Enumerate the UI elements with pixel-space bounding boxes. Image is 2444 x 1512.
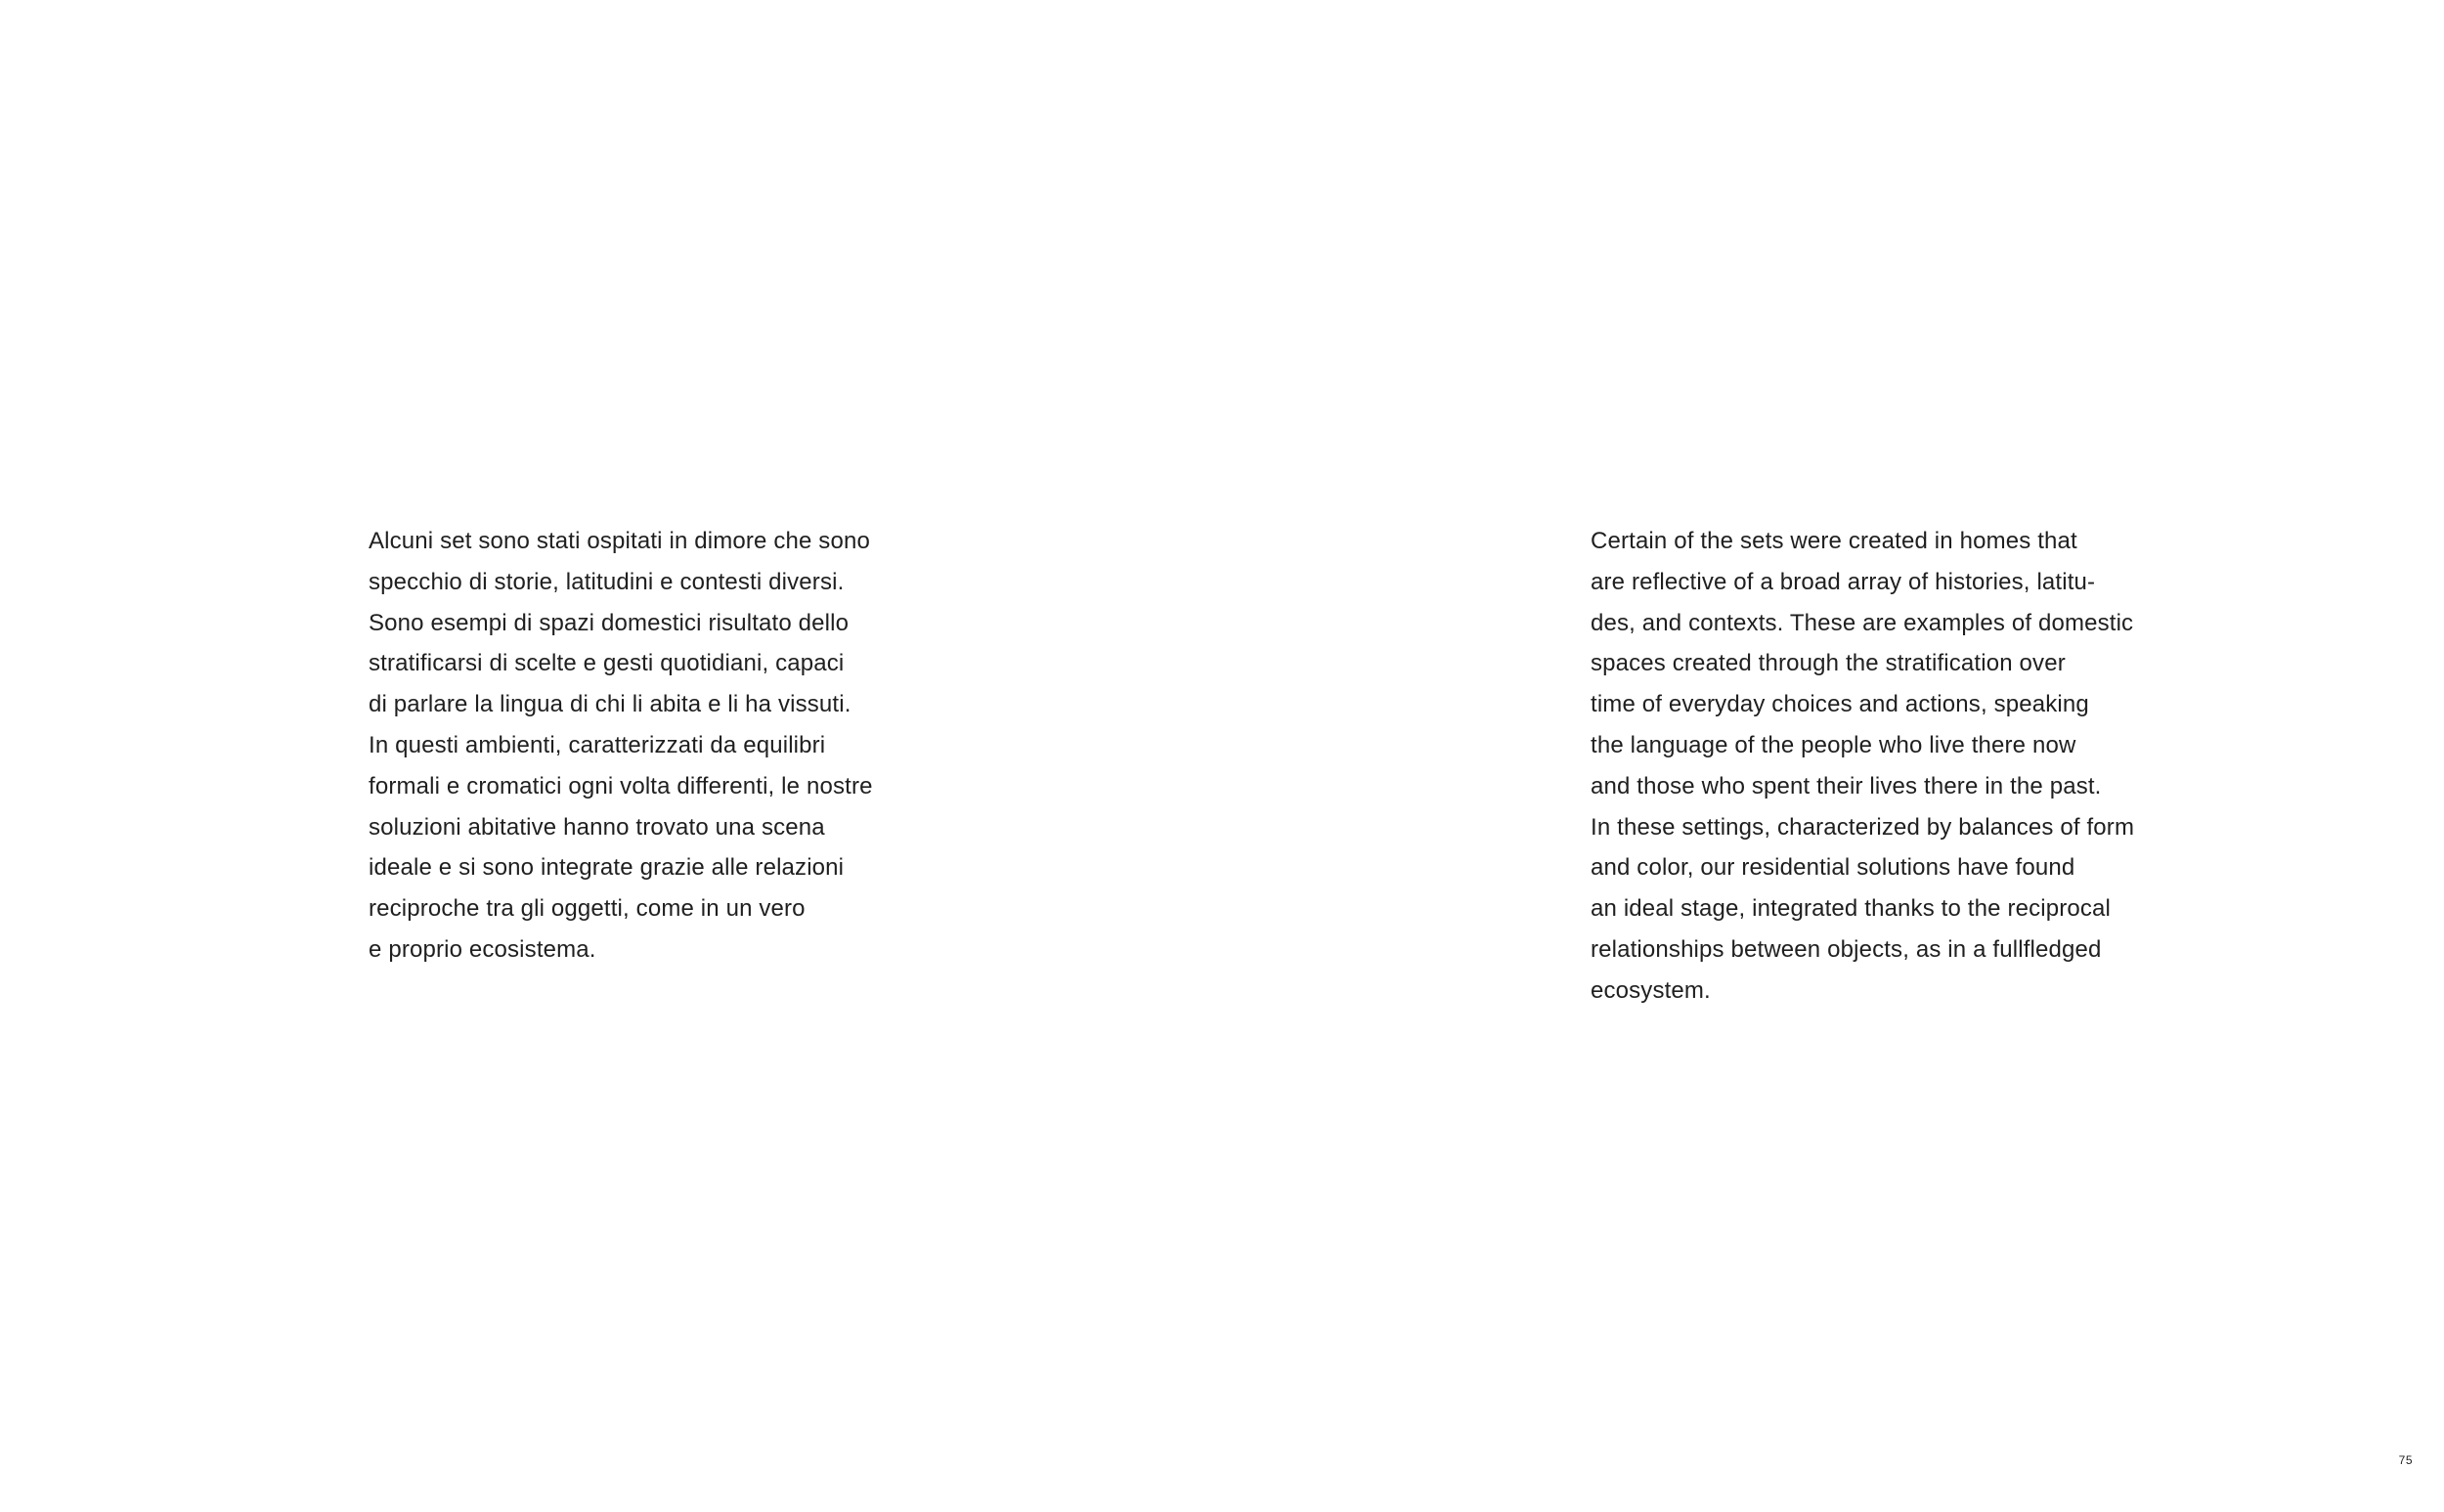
english-text-line: relationships between objects, as in a fullfledged (1591, 935, 2102, 963)
italian-text-line: In questi ambienti, caratterizzati da equilibri (369, 731, 826, 758)
english-text-block (1591, 521, 2177, 1012)
italian-text-line: Alcuni set sono stati ospitati in dimore che sono (369, 528, 870, 554)
page-number: 75 (2398, 1453, 2413, 1467)
english-text-line: are reflective of a broad array of histories, latitu- (1591, 568, 2096, 595)
italian-text-line: di parlare la lingua di chi li abita e li ha vissuti. (369, 691, 851, 718)
english-text-line: and color, our residential solutions have found (1591, 854, 2075, 882)
english-text-line: the language of the people who live there now (1591, 731, 2076, 758)
italian-text-line: formali e cromatici ogni volta differenti, le nostre (369, 772, 873, 799)
english-text-line: time of everyday choices and actions, speaking (1591, 691, 2089, 718)
english-text-line: spaces created through the stratification over (1591, 650, 2066, 677)
italian-text-line: stratificarsi di scelte e gesti quotidiani, capaci (369, 650, 845, 677)
english-text-line: and those who spent their lives there in the past. (1591, 772, 2102, 799)
italian-text-line: e proprio ecosistema. (369, 935, 596, 963)
italian-text-block (369, 521, 955, 971)
english-text-line: Certain of the sets were created in homes that (1591, 528, 2077, 554)
english-text-line: an ideal stage, integrated thanks to the reciprocal (1591, 895, 2111, 923)
english-text-line: ecosystem. (1591, 976, 1711, 1004)
italian-text-line: reciproche tra gli oggetti, come in un vero (369, 895, 806, 923)
italian-text-line: Sono esempi di spazi domestici risultato dello (369, 609, 850, 636)
english-text-line: In these settings, characterized by balances of form (1591, 813, 2135, 841)
italian-text-line: soluzioni abitative hanno trovato una scena (369, 813, 825, 841)
italian-text-line: ideale e si sono integrate grazie alle relazioni (369, 854, 845, 882)
english-text-line: des, and contexts. These are examples of domestic (1591, 609, 2134, 636)
italian-text-line: specchio di storie, latitudini e contesti diversi. (369, 568, 845, 595)
